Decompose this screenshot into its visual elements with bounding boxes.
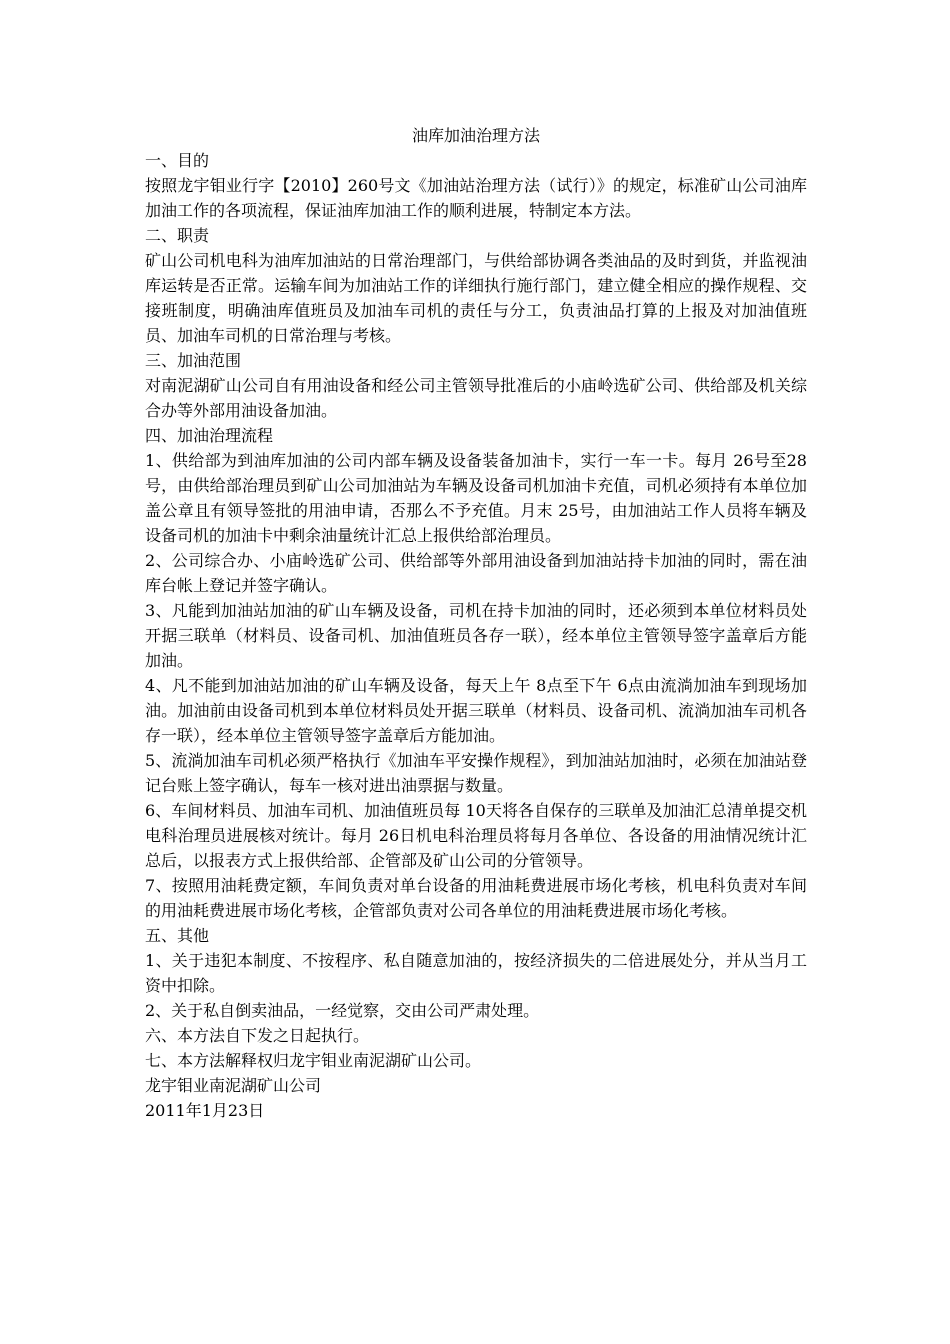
section-heading-other: 五、其他 — [145, 926, 210, 945]
section-heading-duties: 二、职责 — [145, 226, 210, 245]
issuer-name: 龙宇钼业南泥湖矿山公司 — [145, 1076, 322, 1095]
issue-date: 2011年1月23日 — [145, 1101, 265, 1120]
process-item-2: 2、公司综合办、小庙岭选矿公司、供给部等外部用油设备到加油站持卡加油的同时，需在油库台帐上登记并签字确认。 — [145, 551, 807, 595]
other-item-2: 2、关于私自倒卖油品，一经觉察，交由公司严肃处理。 — [145, 1001, 540, 1020]
process-item-3: 3、凡能到加油站加油的矿山车辆及设备，司机在持卡加油的同时，还必须到本单位材料员处开据三联单（材料员、设备司机、加油值班员各存一联），经本单位主管领导签字盖章后方能加油。 — [145, 601, 807, 670]
section-heading-scope: 三、加油范围 — [145, 351, 242, 370]
document-title: 油库加油治理方法 — [411, 126, 540, 145]
process-item-5: 5、流淌加油车司机必须严格执行《加油车平安操作规程》，到加油站加油时，必须在加油站登记台账上签字确认，每车一核对进出油票据与数量。 — [145, 751, 807, 795]
other-item-1: 1、关于违犯本制度、不按程序、私自随意加油的，按经济损失的二倍进展处分，并从当月工资中扣除。 — [145, 951, 807, 995]
duties-paragraph: 矿山公司机电科为油库加油站的日常治理部门，与供给部协调各类油品的及时到货，并监视油库运转是否正常。运输车间为加油站工作的详细执行施行部门，建立健全相应的操作规程、交接班制度，明确油库值班员及加油车司机的责任与分工，负责油品打算的上报及对加油值班员、加油车司机的日常治理与考核。 — [145, 251, 807, 345]
process-item-7: 7、按照用油耗费定额，车间负责对单台设备的用油耗费进展市场化考核，机电科负责对车间的用油耗费进展市场化考核，企管部负责对公司各单位的用油耗费进展市场化考核。 — [145, 876, 807, 920]
effective-date-clause: 六、本方法自下发之日起执行。 — [145, 1026, 370, 1045]
interpretation-clause: 七、本方法解释权归龙宇钼业南泥湖矿山公司。 — [145, 1051, 482, 1070]
process-item-6: 6、车间材料员、加油车司机、加油值班员每 10天将各自保存的三联单及加油汇总清单提交机电科治理员进展核对统计。每月 26日机电科治理员将每月各单位、各设备的用油情况统计汇总后，以报表方式上报供给部、企管部及矿山公司的分管领导。 — [145, 801, 807, 870]
process-item-1: 1、供给部为到油库加油的公司内部车辆及设备装备加油卡，实行一车一卡。每月 26号至28号，由供给部治理员到矿山公司加油站为车辆及设备司机加油卡充值，司机必须持有本单位加盖公章且有领导签批的用油申请，否那么不予充值。月末 25号，由加油站工作人员将车辆及设备司机的加油卡中剩余油量统计汇总上报供给部治理员。 — [145, 451, 807, 545]
section-heading-process: 四、加油治理流程 — [145, 426, 274, 445]
scope-paragraph: 对南泥湖矿山公司自有用油设备和经公司主管领导批准后的小庙岭选矿公司、供给部及机关综合办等外部用油设备加油。 — [145, 376, 807, 420]
purpose-paragraph: 按照龙宇钼业行字【2010】260号文《加油站治理方法（试行）》的规定，标准矿山公司油库加油工作的各项流程，保证油库加油工作的顺利进展，特制定本方法。 — [145, 176, 807, 220]
process-item-4: 4、凡不能到加油站加油的矿山车辆及设备，每天上午 8点至下午 6点由流淌加油车到现场加油。加油前由设备司机到本单位材料员处开据三联单（材料员、设备司机、流淌加油车司机各存一联），经本单位主管领导签字盖章后方能加油。 — [145, 676, 807, 745]
document-page — [145, 123, 807, 1123]
section-heading-purpose: 一、目的 — [145, 151, 210, 170]
